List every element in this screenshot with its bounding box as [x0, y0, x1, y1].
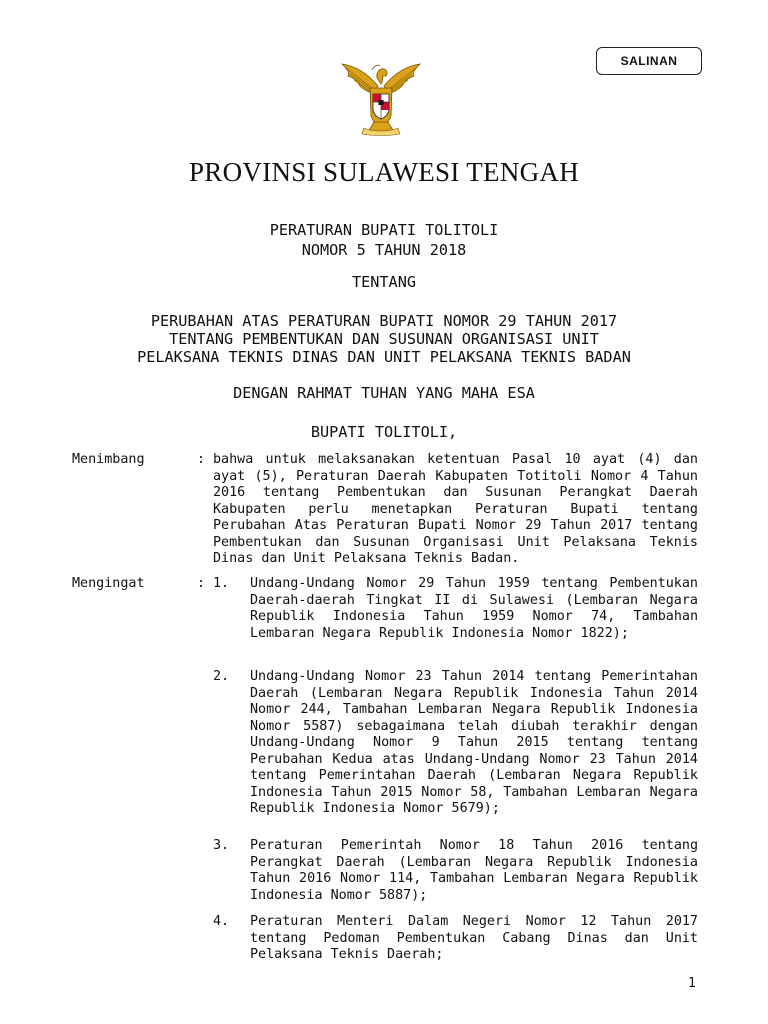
salinan-stamp: SALINAN: [596, 47, 702, 75]
menimbang-label: Menimbang: [72, 452, 145, 467]
mengingat-item-number: 2.: [213, 669, 230, 684]
mengingat-item-text: Peraturan Pemerintah Nomor 18 Tahun 2016 tentang Perangkat Daerah (Lembaran Negara Republik Indonesia Tahun 2016 Nomor 114, Tambahan Lembaran Negara Republik Indonesia Nomor 5887);: [250, 838, 698, 903]
invocation: DENGAN RAHMAT TUHAN YANG MAHA ESA: [233, 384, 535, 402]
mengingat-item-text: Undang-Undang Nomor 23 Tahun 2014 tentang Pemerintahan Daerah (Lembaran Negara Republik Indonesia Tahun 2014 Nomor 244, Tambahan Lembaran Negara Republik Indonesia Nomor 5587) sebagaimana telah diubah terakhir dengan Undang-Undang Nomor 9 Tahun 2015 tentang tentang Perubahan Kedua atas Undang-Undang Nomor 23 Tahun 2014 tentang Pemerintahan Daerah (Lembaran Negara Republik Indonesia Tahun 2015 Nomor 58, Tambahan Lembaran Negara Republik Indonesia Nomor 5679);: [250, 669, 698, 816]
mengingat-item-text: Undang-Undang Nomor 29 Tahun 1959 tentang Pembentukan Daerah-daerah Tingkat II di Sulawesi (Lembaran Negara Republik Indonesia Tahun 1959 Nomor 74, Tambahan Lembaran Negara Republik Indonesia Nomor 1822);: [250, 576, 698, 641]
tentang-heading: TENTANG: [351, 273, 416, 291]
subject-line-2: TENTANG PEMBENTUKAN DAN SUSUNAN ORGANISASI UNIT: [169, 330, 599, 348]
page-number: 1: [688, 976, 696, 991]
mengingat-item-text: Peraturan Menteri Dalam Negeri Nomor 12 Tahun 2017 tentang Pedoman Pembentukan Cabang Dinas dan Unit Pelaksana Teknis Daerah;: [250, 914, 698, 962]
menimbang-text: bahwa untuk melaksanakan ketentuan Pasal 10 ayat (4) dan ayat (5), Peraturan Daerah Kabupaten Totitoli Nomor 4 Tahun 2016 tentang Pembentukan dan Susunan Perangkat Daerah Kabupaten perlu menetapkan Peraturan Bupati tentang Perubahan Atas Peraturan Bupati Nomor 29 Tahun 2017 tentang Pembentukan dan Susunan Organisasi Unit Pelaksana Teknis Dinas dan Unit Pelaksana Teknis Badan.: [213, 452, 698, 566]
mengingat-label: Mengingat: [72, 576, 145, 591]
mengingat-colon: :: [197, 576, 206, 591]
regulation-number: NOMOR 5 TAHUN 2018: [301, 241, 467, 259]
garuda-emblem-icon: [334, 56, 428, 136]
subject-line-1: PERUBAHAN ATAS PERATURAN BUPATI NOMOR 29 TAHUN 2017: [150, 312, 618, 330]
subject-line-3: PELAKSANA TEKNIS DINAS DAN UNIT PELAKSANA TEKNIS BADAN: [137, 348, 631, 366]
mengingat-item-number: 3.: [213, 838, 230, 853]
official-title: BUPATI TOLITOLI,: [310, 423, 458, 441]
regulation-title: PERATURAN BUPATI TOLITOLI: [269, 221, 499, 239]
menimbang-colon: :: [197, 452, 206, 467]
mengingat-item-number: 4.: [213, 914, 230, 929]
mengingat-item-number: 1.: [213, 576, 230, 591]
province-title: PROVINSI SULAWESI TENGAH: [188, 157, 580, 187]
